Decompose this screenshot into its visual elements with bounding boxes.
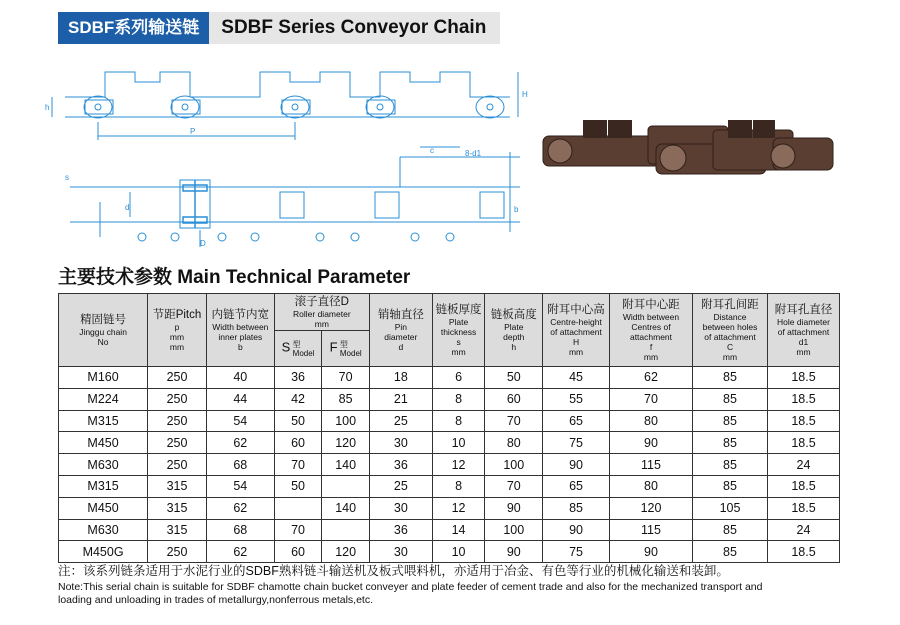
table-cell: 10 [432, 541, 485, 563]
table-cell [274, 497, 322, 519]
table-row [59, 519, 840, 541]
table-row [59, 541, 840, 563]
table-cell: 18.5 [767, 475, 839, 497]
table-row [59, 432, 840, 454]
table-cell: 90 [485, 497, 543, 519]
table-cell: 250 [148, 388, 207, 410]
title-badge: SDBF系列输送链 [58, 12, 209, 44]
table-cell: 68 [206, 519, 274, 541]
header-roller-diameter: 滚子直径D Roller diameter mm [274, 294, 369, 331]
label-b: b [514, 205, 519, 214]
header-plate-thickness: 链板厚度 Plate thickness s mm [432, 294, 485, 367]
table-cell: 70 [274, 454, 322, 476]
table-cell: 14 [432, 519, 485, 541]
table-cell: 65 [543, 410, 610, 432]
table-cell: M450 [59, 497, 148, 519]
table-cell: 85 [693, 388, 768, 410]
table-row [59, 475, 840, 497]
table-cell: 100 [322, 410, 370, 432]
table-row [59, 388, 840, 410]
note-english [58, 581, 848, 607]
table-cell: M630 [59, 454, 148, 476]
table-cell: 120 [609, 497, 692, 519]
table-cell: 8 [432, 410, 485, 432]
table-cell: 60 [485, 388, 543, 410]
table-cell: M315 [59, 410, 148, 432]
table-cell: 70 [609, 388, 692, 410]
table-cell: 45 [543, 367, 610, 389]
table-cell: 54 [206, 410, 274, 432]
table-cell: 70 [485, 475, 543, 497]
table-cell: 18 [369, 367, 432, 389]
table-cell: 100 [485, 454, 543, 476]
table-cell [322, 475, 370, 497]
note-english-line-1: Note:This serial chain is suitable for SDBF chamotte chain bucket conveyer and plate feeder of cement trade and also for the mechanized transport and [58, 581, 763, 593]
table-cell: 315 [148, 497, 207, 519]
table-cell: 140 [322, 497, 370, 519]
header-hole-diameter: 附耳孔直径 Hole diameter of attachment d1 mm [767, 294, 839, 367]
table-cell: 250 [148, 454, 207, 476]
table-row [59, 454, 840, 476]
table-cell: M315 [59, 475, 148, 497]
label-P: P [190, 127, 196, 136]
table-cell: 24 [767, 454, 839, 476]
table-cell: 8 [432, 475, 485, 497]
table-cell: 44 [206, 388, 274, 410]
table-cell: 90 [485, 541, 543, 563]
table-cell: 12 [432, 454, 485, 476]
table-cell: 65 [543, 475, 610, 497]
header-roller-s-model: S 型 Model [274, 331, 322, 367]
table-cell: 250 [148, 367, 207, 389]
table-cell: 70 [274, 519, 322, 541]
table-cell: 120 [322, 432, 370, 454]
table-cell: 30 [369, 432, 432, 454]
table-cell: 85 [693, 454, 768, 476]
table-cell: 90 [543, 454, 610, 476]
header-pitch: 节距Pitch p mm mm [148, 294, 207, 367]
parameter-table [58, 293, 840, 563]
table-cell: 30 [369, 497, 432, 519]
table-row [59, 367, 840, 389]
chain-technical-drawing [40, 52, 532, 252]
table-cell: 36 [369, 454, 432, 476]
header-roller-f-model: F 型 Model [322, 331, 370, 367]
table-cell: 6 [432, 367, 485, 389]
table-cell: 36 [369, 519, 432, 541]
table-cell: 315 [148, 475, 207, 497]
table-cell: 140 [322, 454, 370, 476]
table-cell: 21 [369, 388, 432, 410]
table-cell: 80 [609, 410, 692, 432]
table-cell: 36 [274, 367, 322, 389]
label-s: s [65, 173, 69, 182]
table-cell: 85 [693, 410, 768, 432]
table-cell: 80 [609, 475, 692, 497]
note-chinese: 注：该系列链条适用于水泥行业的SDBF熟料链斗输送机及板式喂料机，亦适用于冶金、有色等行业的机械化输送和装卸。 [58, 564, 729, 578]
table-cell: 250 [148, 432, 207, 454]
header-pin-diameter: 销轴直径 Pin diameter d [369, 294, 432, 367]
title-english: SDBF Series Conveyor Chain [209, 12, 500, 44]
table-cell: 70 [485, 410, 543, 432]
table-cell: 250 [148, 410, 207, 432]
table-cell: 50 [485, 367, 543, 389]
table-cell: 115 [609, 519, 692, 541]
label-D: D [200, 239, 206, 248]
table-cell [322, 519, 370, 541]
table-cell: 85 [543, 497, 610, 519]
table-cell: 40 [206, 367, 274, 389]
table-cell: 10 [432, 432, 485, 454]
table-cell: 18.5 [767, 432, 839, 454]
table-row [59, 497, 840, 519]
label-d: d [125, 203, 130, 212]
table-cell: 85 [322, 388, 370, 410]
chain-photo [538, 118, 838, 198]
table-cell: 50 [274, 410, 322, 432]
table-cell: 25 [369, 410, 432, 432]
table-cell: 55 [543, 388, 610, 410]
section-title: 主要技术参数 Main Technical Parameter [58, 267, 411, 288]
table-cell: 62 [206, 541, 274, 563]
table-cell: 100 [485, 519, 543, 541]
table-cell: 85 [693, 475, 768, 497]
table-cell: 85 [693, 367, 768, 389]
table-cell: M160 [59, 367, 148, 389]
table-cell: 250 [148, 541, 207, 563]
table-cell: 8 [432, 388, 485, 410]
table-cell: 50 [274, 475, 322, 497]
header-inner-width: 内链节内宽 Width between inner plates b [206, 294, 274, 367]
table-cell: 80 [485, 432, 543, 454]
header-width-centres: 附耳中心距 Width between Centres of attachment f mm [609, 294, 692, 367]
table-body [59, 367, 840, 563]
table-cell: 62 [206, 432, 274, 454]
table-cell: 18.5 [767, 410, 839, 432]
table-cell: 315 [148, 519, 207, 541]
note-english-line-2: loading and unloading in trades of metallurgy,nonferrous metals,etc. [58, 594, 373, 606]
table-cell: 90 [609, 432, 692, 454]
header-centre-height: 附耳中心高 Centre-height of attachment H mm [543, 294, 610, 367]
table-cell: 24 [767, 519, 839, 541]
table-cell: 25 [369, 475, 432, 497]
table-cell: 90 [609, 541, 692, 563]
table-cell: 68 [206, 454, 274, 476]
table-cell: 85 [693, 432, 768, 454]
table-cell: 18.5 [767, 497, 839, 519]
table-cell: 42 [274, 388, 322, 410]
table-cell: 62 [609, 367, 692, 389]
label-H: H [522, 90, 528, 99]
table-cell: 18.5 [767, 541, 839, 563]
table-cell: 120 [322, 541, 370, 563]
title-bar [58, 12, 500, 44]
table-cell: 62 [206, 497, 274, 519]
label-h: h [45, 103, 50, 112]
table-cell: 54 [206, 475, 274, 497]
table-cell: 90 [543, 519, 610, 541]
table-cell: 85 [693, 541, 768, 563]
table-cell: 60 [274, 432, 322, 454]
label-d1: 8-d1 [465, 149, 482, 158]
table-cell: 30 [369, 541, 432, 563]
table-cell: 70 [322, 367, 370, 389]
table-cell: 18.5 [767, 388, 839, 410]
table-cell: M630 [59, 519, 148, 541]
header-plate-depth: 链板高度 Plate depth h [485, 294, 543, 367]
table-row [59, 410, 840, 432]
header-hole-distance: 附耳孔间距 Distance between holes of attachment C mm [693, 294, 768, 367]
table-cell: 75 [543, 541, 610, 563]
table-cell: 85 [693, 519, 768, 541]
table-cell: 115 [609, 454, 692, 476]
table-cell: 18.5 [767, 367, 839, 389]
table-cell: M224 [59, 388, 148, 410]
table-cell: M450 [59, 432, 148, 454]
label-c: c [430, 146, 434, 155]
table-cell: M450G [59, 541, 148, 563]
table-cell: 12 [432, 497, 485, 519]
table-cell: 75 [543, 432, 610, 454]
table-cell: 105 [693, 497, 768, 519]
header-chain-no: 精固链号 Jinggu chain No [59, 294, 148, 367]
table-cell: 60 [274, 541, 322, 563]
